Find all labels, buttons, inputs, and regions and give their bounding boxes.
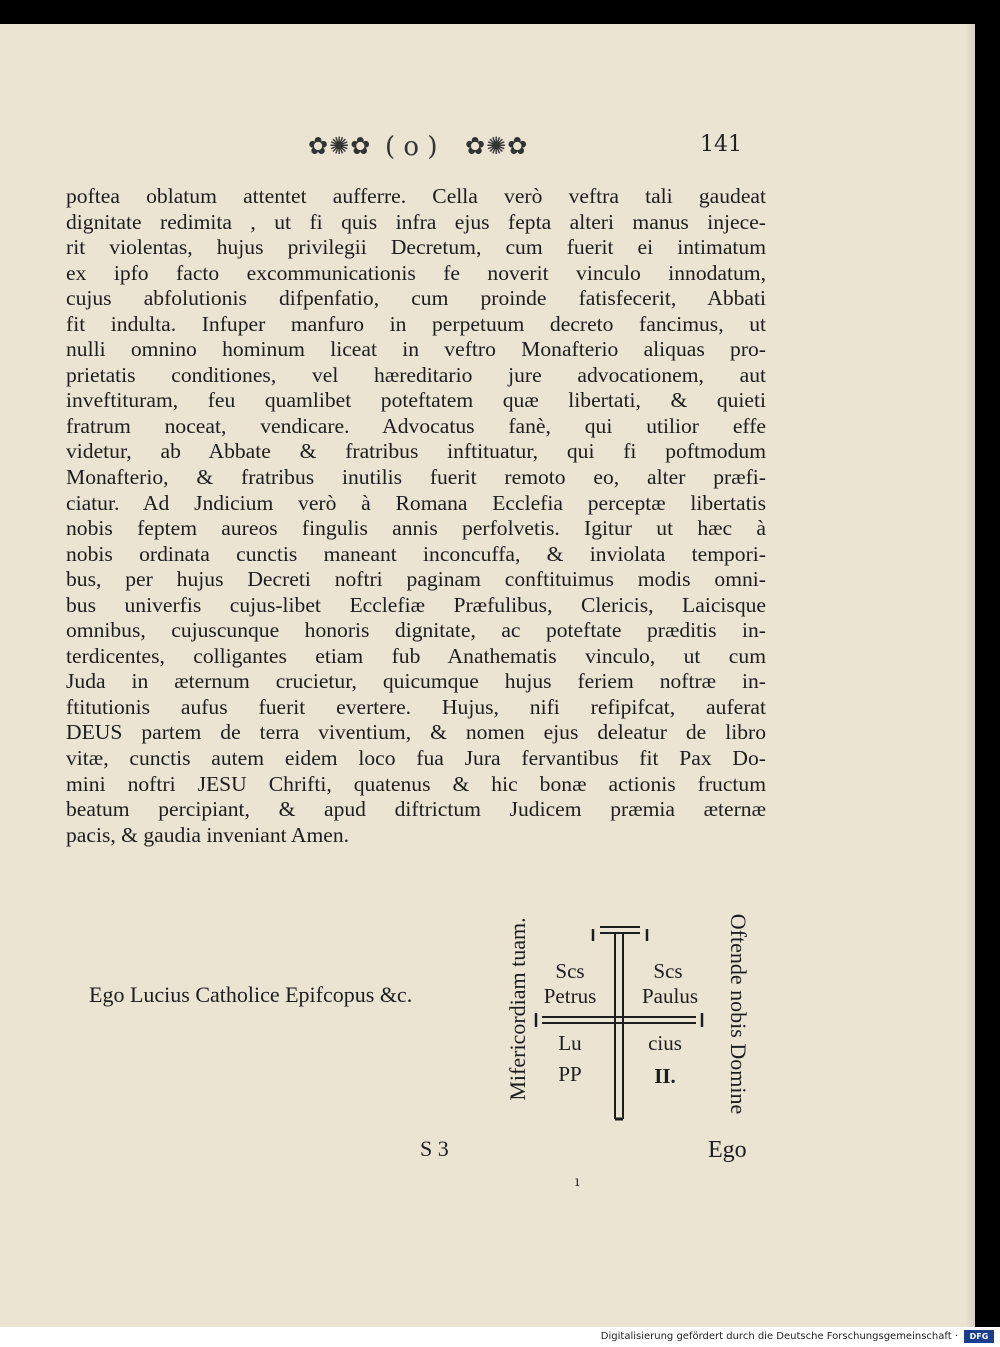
book-page [0,24,975,1327]
rota-ii: II. [654,1064,676,1088]
text-line: fit indulta. Infuper manfuro in perpetuum decreto fancimus, ut [66,311,766,336]
page-edge [965,24,975,1327]
motto-left [505,894,531,1124]
motto-right-text: Oftende nobis Domine [726,913,751,1115]
rota-cross-lines [530,919,720,1129]
signature-mark: S 3 [420,1136,449,1161]
text-line: nulli omnino hominum liceat in veftro Monafterio aliquas pro- [66,337,766,362]
catchword: Ego [708,1137,747,1163]
text-line: DEUS partem de terra viventium, & nomen ejus deleatur de libro [66,720,766,745]
text-line: ciatur. Ad Jndicium verò à Romana Ecclefia perceptæ libertatis [66,490,766,515]
text-line: pacis, & gaudia inveniant Amen. [66,822,350,847]
rota-cius: cius [648,1031,682,1055]
rota-cross [530,919,720,1129]
text-line: bus univerfis cujus-libet Ecclefiæ Præfulibus, Clericis, Laicisque [66,592,766,617]
text-line: fratrum noceat, vendicare. Advocatus fanè, qui utilior effe [66,413,766,438]
page-speck: ı [575,1174,580,1190]
text-line: nobis feptem aureos fingulis annis perfolvetis. Igitur ut hæc à [66,516,766,541]
text-line: poftea oblatum attentet aufferre. Cella verò veftra tali gaudeat [66,184,766,208]
text-line: videtur, ab Abbate & fratribus inftituatur, qui fi poftmodum [66,439,766,464]
rota-pp: PP [558,1062,582,1086]
rota-paulus: Paulus [641,984,698,1008]
text-line: omnibus, cujuscunque honoris dignitate, ac poteftate præditis in- [66,618,766,643]
dfg-logo: DFG [964,1330,994,1343]
motto-left-text: Mifericordiam tuam. [505,917,530,1101]
header-center-mark: ( o ) [385,132,438,162]
text-line: terdicentes, colligantes etiam fub Anathematis vinculo, ut cum [66,643,766,668]
header-ornament-left: ✿✺✿ [308,132,372,160]
rota-scs-right: Scs [653,959,683,983]
text-line: inveftituram, feu quamlibet poteftatem quæ libertati, & quieti [66,388,766,413]
text-line: ex ipfo facto excommunicationis fe noverit vinculo innodatum, [66,260,766,285]
motto-right [725,894,751,1134]
text-line: dignitate redimita , ut fi quis infra ejus fepta alteri manus injece- [66,209,766,234]
text-line: bus, per hujus Decreti noftri paginam conftituimus modis omni- [66,567,766,592]
dfg-footer-text: Digitalisierung gefördert durch die Deutsche Forschungsgemeinschaft · [600,1331,958,1342]
text-line: vitæ, cunctis autem eidem loco fua Jura fervantibus fit Pax Do- [66,746,766,771]
rota-petrus: Petrus [543,984,597,1008]
text-line: prietatis conditiones, vel hæreditario jure advocationem, aut [66,362,766,387]
header-ornament-right: ✿✺✿ [465,132,529,160]
text-line: nobis ordinata cunctis maneant inconcuffa, & inviolata tempori- [66,541,766,566]
text-line: ftitutionis aufus fuerit evertere. Hujus, nifi refipifcat, auferat [66,694,766,719]
text-line: cujus abfolutionis difpenfatio, cum proinde fatisfecerit, Abbati [66,286,766,311]
text-line: beatum percipiant, & apud diftrictum Judicem præmia æternæ [66,797,766,822]
text-line: mini noftri JESU Chrifti, quatenus & hic bonæ actionis fructum [66,771,766,796]
text-line: Monafterio, & fratribus inutilis fuerit remoto eo, alter præfi- [66,465,766,490]
rota-lu: Lu [558,1031,582,1055]
rota-scs-left: Scs [555,959,585,983]
text-line: Juda in æternum crucietur, quicumque hujus feriem noftræ in- [66,669,766,694]
page-number: 141 [700,132,742,157]
dfg-footer-bar [0,1327,1000,1347]
papal-signature: Ego Lucius Catholice Epifcopus &c. [89,982,413,1007]
text-line: rit violentas, hujus privilegii Decretum, cum fuerit ei intimatum [66,235,766,260]
page-header [0,132,975,168]
body-text [66,184,766,848]
